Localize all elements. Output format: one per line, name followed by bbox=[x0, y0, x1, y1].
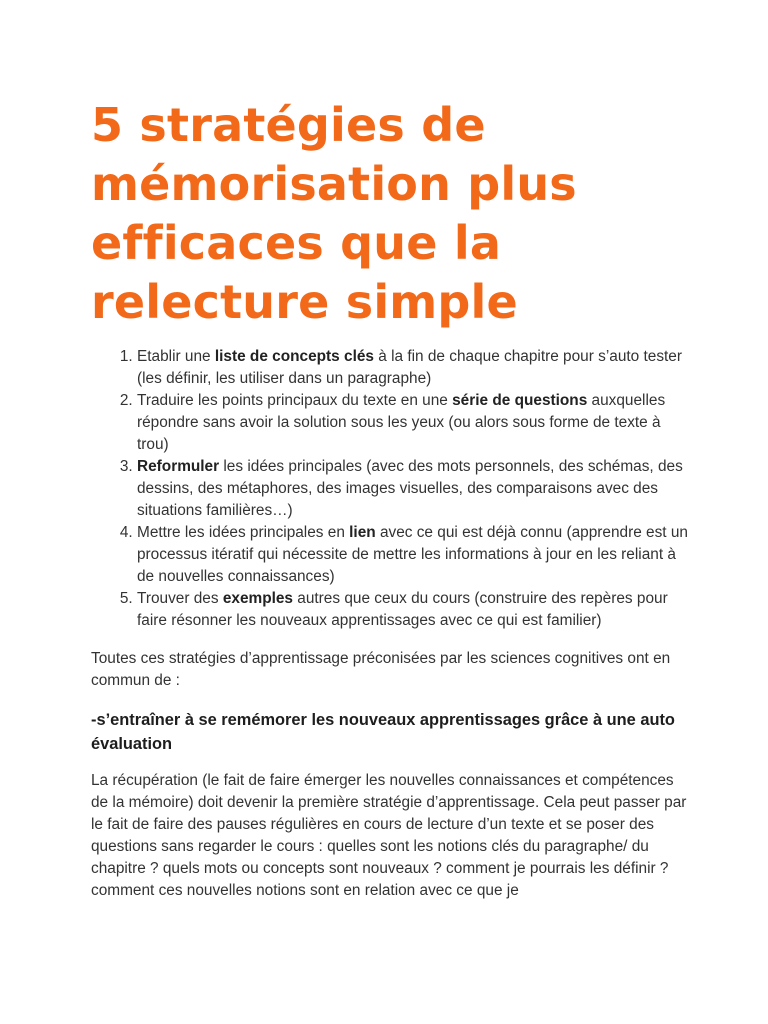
section-heading: -s’entraîner à se remémorer les nouveaux apprentissages grâce à une auto évaluation bbox=[91, 711, 675, 753]
document-title: 5 stratégies de mémorisation plus efficaces que la relecture simple bbox=[91, 98, 577, 329]
strategy-item bbox=[137, 522, 691, 588]
strategy-text-after: les idées principales (avec des mots personnels, des schémas, des dessins, des métaphores, des images visuelles, des comparaisons avec des situations familières…) bbox=[137, 458, 683, 519]
strategy-list bbox=[91, 346, 691, 632]
strategy-keyword: Reformuler bbox=[137, 458, 220, 475]
strategy-text-before: Traduire les points principaux du texte en une bbox=[137, 392, 453, 409]
strategy-keyword: lien bbox=[349, 524, 376, 541]
strategy-keyword: série de questions bbox=[452, 392, 588, 409]
strategy-text-after: avec ce qui est déjà connu (apprendre est un processus itératif qui nécessite de mettre les informations à jour en les reliant à de nouvelles connaissances) bbox=[137, 524, 688, 585]
strategy-item bbox=[137, 390, 691, 456]
strategy-text-before: Trouver des bbox=[137, 590, 223, 607]
strategy-text-before: Mettre les idées principales en bbox=[137, 524, 350, 541]
body-paragraph: La récupération (le fait de faire émerger les nouvelles connaissances et compétences de la mémoire) doit devenir la première stratégie d’apprentissage. Cela peut passer par le fait de faire des pauses régulières en cours de lecture d’un texte et se poser des questions sans regarder le cours : quelles sont les notions clés du paragraphe/ du chapitre ? quels mots ou concepts sont nouveaux ? comment je pourrais les définir ? comment ces nouvelles notions sont en relation avec ce que je bbox=[91, 772, 687, 899]
strategy-keyword: liste de concepts clés bbox=[214, 348, 374, 365]
document-page bbox=[91, 96, 691, 902]
strategy-text-before: Etablir une bbox=[137, 348, 215, 365]
strategy-keyword: exemples bbox=[222, 590, 293, 607]
strategy-item bbox=[137, 588, 691, 632]
strategy-text-after: autres que ceux du cours (construire des repères pour faire résonner les nouveaux apprentissages avec ce qui est familier) bbox=[137, 590, 668, 629]
strategy-item bbox=[137, 456, 691, 522]
strategy-text-after: auxquelles répondre sans avoir la solution sous les yeux (ou alors sous forme de texte à trou) bbox=[137, 392, 666, 453]
strategy-text-after: à la fin de chaque chapitre pour s’auto tester (les définir, les utiliser dans un paragraphe) bbox=[137, 348, 682, 387]
strategy-item bbox=[137, 346, 691, 390]
intro-paragraph: Toutes ces stratégies d’apprentissage préconisées par les sciences cognitives ont en commun de : bbox=[91, 650, 671, 689]
